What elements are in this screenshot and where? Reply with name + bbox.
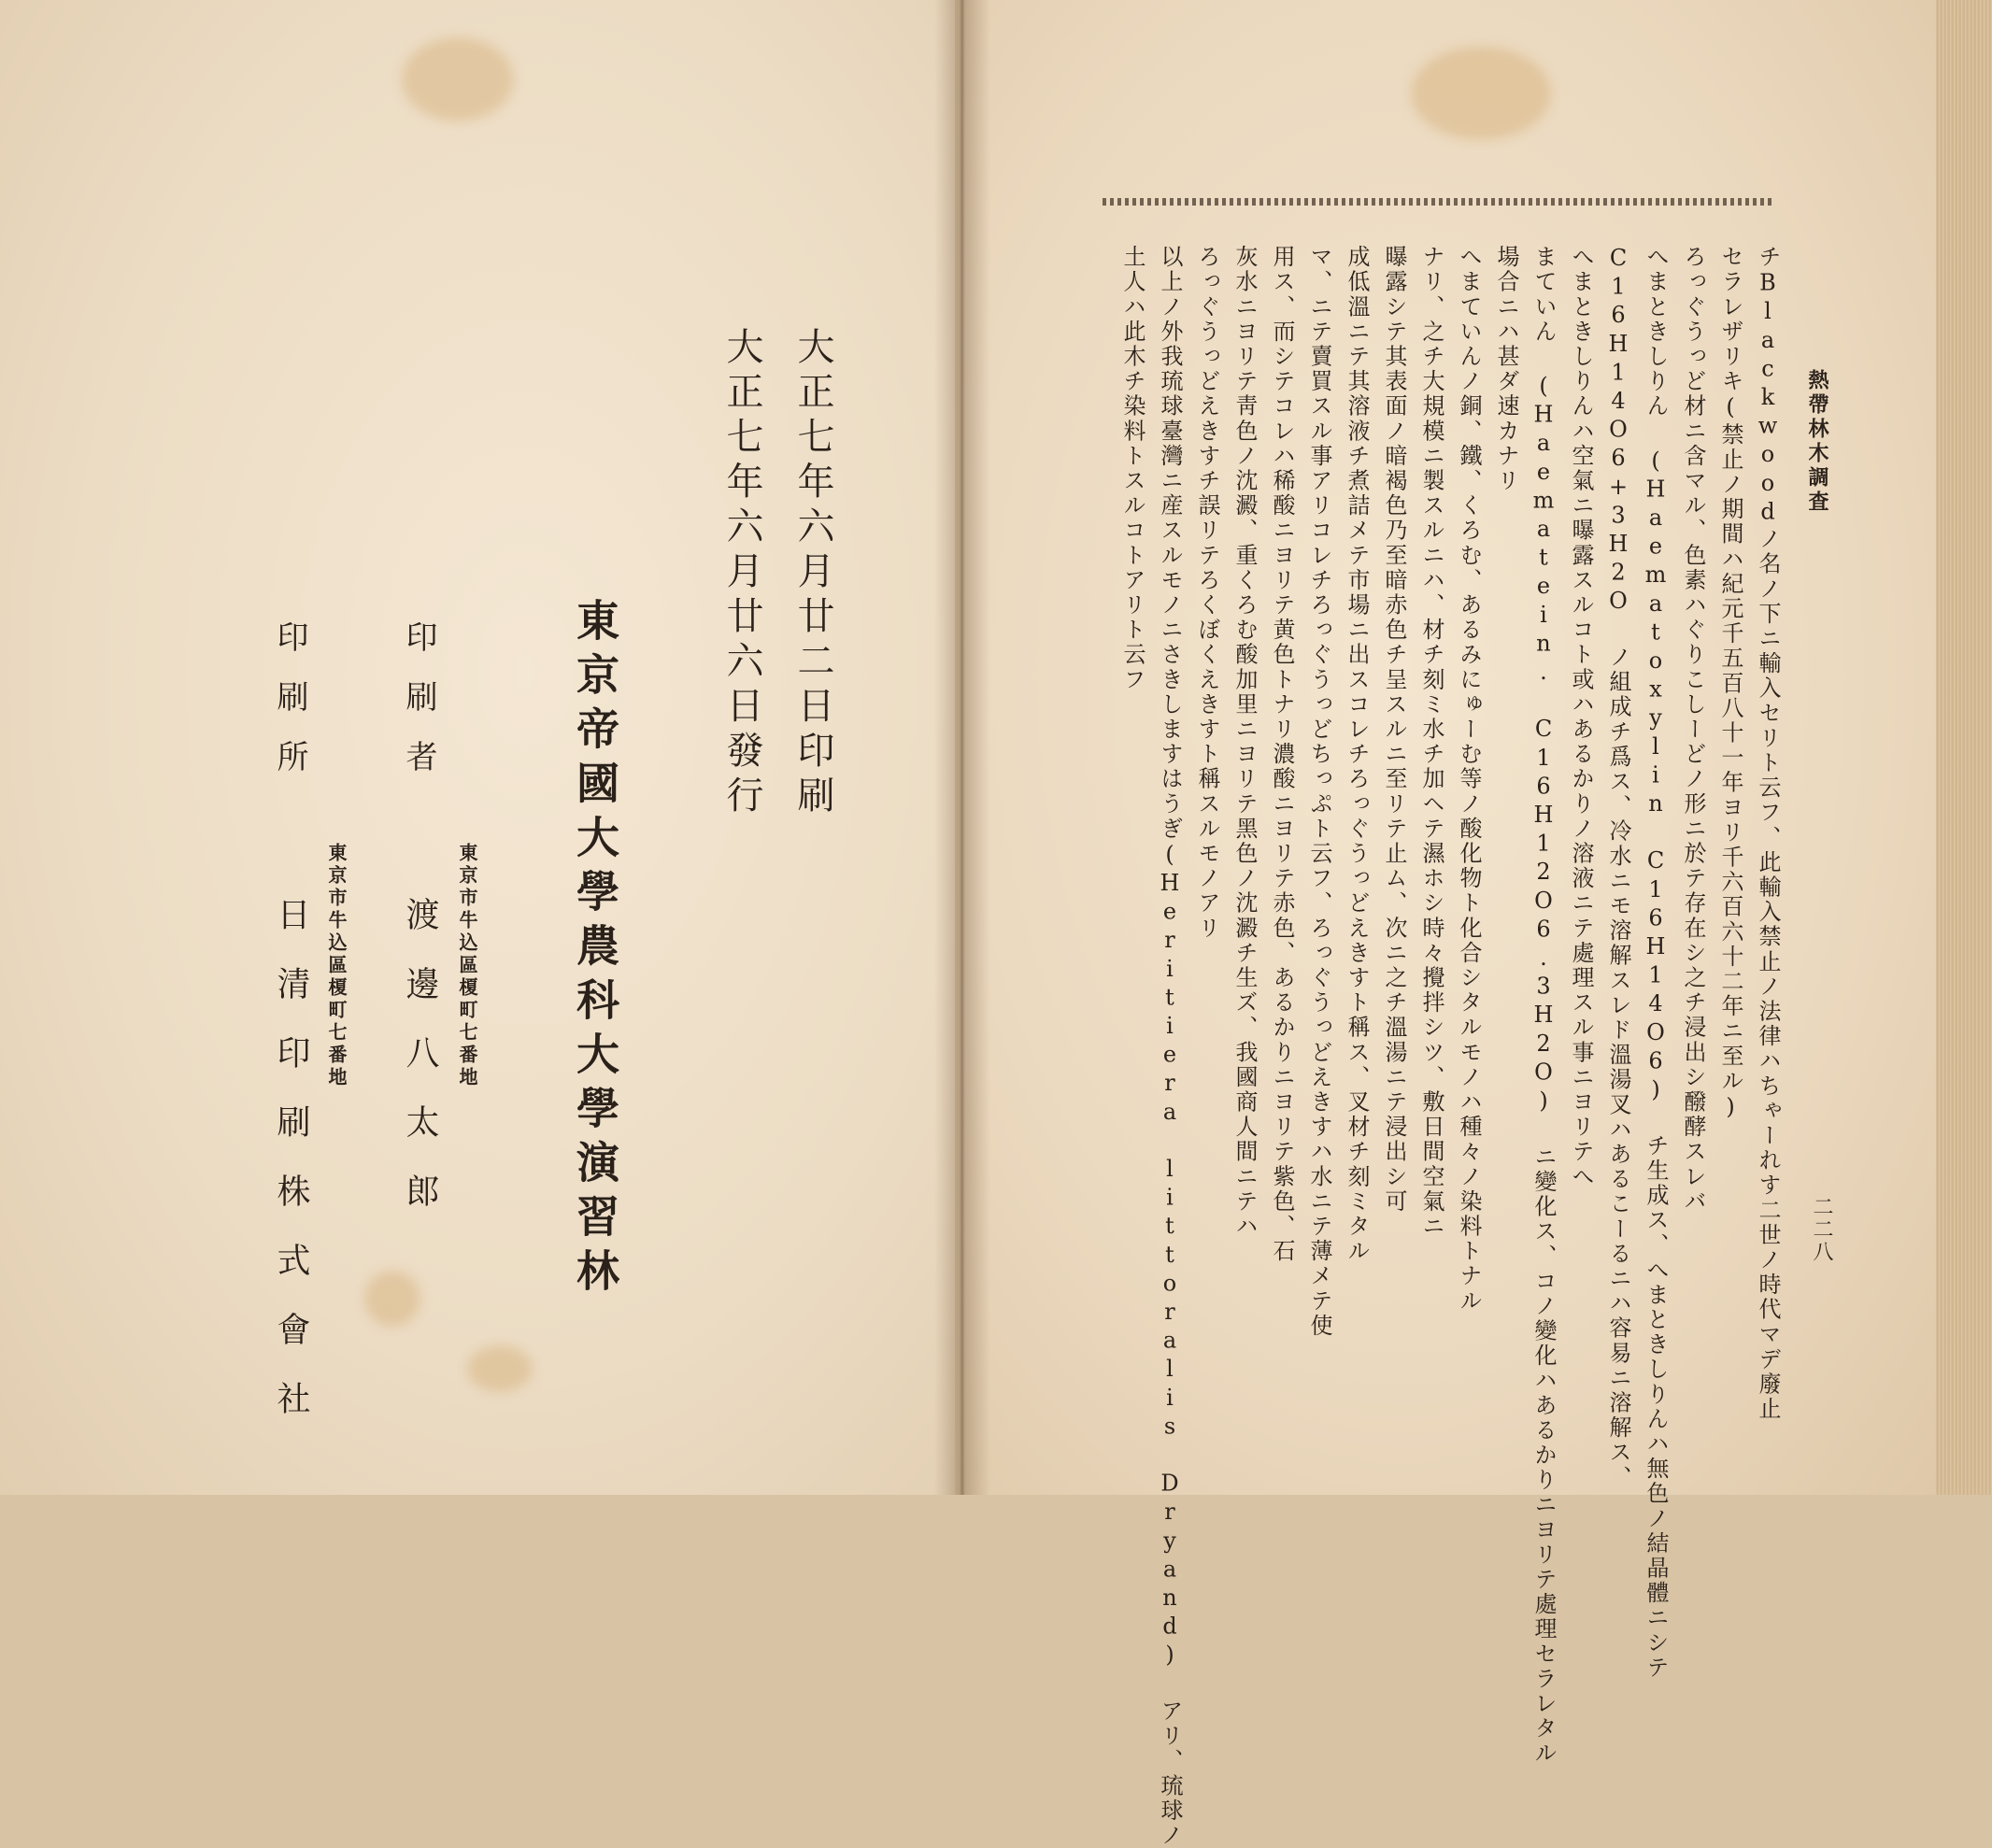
text-line: 曝露シテ其表面ノ暗褐色乃至暗赤色チ呈スルニ至リテ止ム、次ニ之チ溫湯ニテ浸出シ可 [1381, 245, 1407, 1215]
text-line: まていん (Haematein. C16H12O6.3H2O) ニ變化ス、コノ變化ハあるかりニヨリテ處理セラレタル [1530, 245, 1557, 1767]
page-edges [1936, 0, 1992, 1495]
text-line: チBlackwoodノ名ノ下ニ輸入セリト云フ、此輸入禁止ノ法律ハちゃーれす二世ノ時代マデ廢止 [1755, 245, 1781, 1422]
text-line: 土人ハ此木チ染料トスルコトアリト云フ [1119, 245, 1145, 692]
text-line: C16H14O6+3H2O ノ組成チ爲ス、冷水ニモ溶解スレド溫湯叉ハあるこーるニハ容易ニ溶解ス、 [1605, 245, 1631, 1490]
text-line: へまときしりんハ空氣ニ曝露スルコト或ハあるかりノ溶液ニテ處理スル事ニヨリテへ [1568, 245, 1594, 1189]
text-line: へまていんノ銅、鐵、くろむ、あるみにゅーむ等ノ酸化物ト化合シタルモノハ種々ノ染料トナル [1456, 245, 1482, 1314]
text-line: セラレザリキ(禁止ノ期間ハ紀元千五百八十一年ヨリ千六百六十二年ニ至ル) [1717, 245, 1743, 1122]
header-rule [1103, 198, 1775, 206]
text-line: ろっぐうっどえきすチ誤リテろくぼくえきすト稱スルモノアリ [1194, 245, 1220, 941]
publish-date: 大正七年六月廿六日發行 [720, 327, 763, 820]
text-line: ナリ、之チ大規模ニ製スルニハ、材チ刻ミ水チ加ヘテ濕ホシ時々攪拌シツ、敷日間空氣ニ [1418, 245, 1444, 1239]
text-line: 灰水ニヨリテ靑色ノ沈澱、重くろむ酸加里ニヨリテ黑色ノ沈澱チ生ズ、我國商人間ニテハ [1231, 245, 1258, 1239]
printshop-address: 東京市牛込區榎町七番地 [325, 843, 348, 1089]
text-line: ろっぐうっど材ニ含マル、色素ハぐりこしーどノ形ニ於テ存在シ之チ浸出シ醱酵スレバ [1680, 245, 1706, 1215]
text-line: へまときしりん (Haematoxylin C16H14O6) チ生成ス、へまときしりんハ無色ノ結晶體ニシテ [1643, 245, 1669, 1681]
printshop-label: 印刷所 [271, 620, 308, 800]
text-line: 以上ノ外我琉球臺灣ニ産スルモノニさきしますはうぎ(Heritiera littoralis Dryand) アリ、琉球ノ [1157, 245, 1183, 1848]
printshop-name: 日清印刷株式會社 [272, 897, 310, 1450]
book-gutter [934, 0, 990, 1495]
text-line: 用ス、而シテコレハ稀酸ニヨリテ黄色トナリ濃酸ニヨリテ赤色、あるかりニヨリテ紫色、石 [1269, 245, 1295, 1264]
page-number: 二二八 [1810, 1196, 1833, 1263]
right-page [962, 0, 1936, 1495]
publisher: 東京帝國大學農科大學演習林 [570, 598, 620, 1302]
printer-label: 印刷者 [400, 620, 437, 800]
text-line: 場合ニハ甚ダ速カナリ [1493, 245, 1519, 493]
print-date: 大正七年六月廿二日印刷 [791, 327, 834, 820]
text-line: マ、ニテ賣買スル事アリコレチろっぐうっどちっぷト云フ、ろっぐうっどえきすハ水ニテ薄メテ使 [1306, 245, 1332, 1339]
printer-address: 東京市牛込區榎町七番地 [456, 843, 478, 1089]
running-header: 熱帶林木調査 [1805, 369, 1829, 515]
text-line: 成低溫ニテ其溶液チ煮詰メテ市場ニ出スコレチろっぐうっどえきすト稱ス、叉材チ刻ミタル [1344, 245, 1370, 1264]
printer-name: 渡邊八太郎 [401, 897, 439, 1243]
